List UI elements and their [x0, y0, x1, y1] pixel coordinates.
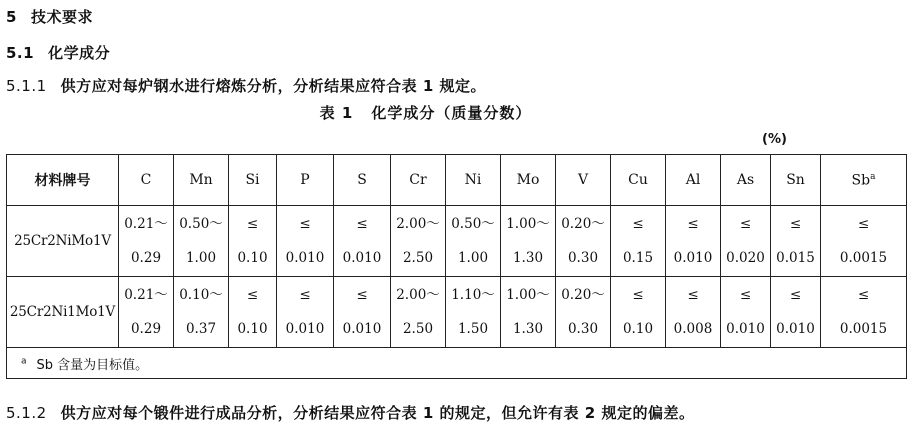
value-line: 0.21～	[124, 287, 168, 303]
table-caption-title: 化学成分（质量分数）	[371, 104, 532, 122]
header-mn	[174, 155, 229, 206]
value-line: 1.30	[512, 321, 544, 337]
value-cell	[174, 206, 229, 277]
value-cell	[611, 206, 666, 277]
header-ni	[446, 155, 501, 206]
value-line: ≤	[356, 287, 368, 303]
value-line: ≤	[246, 287, 259, 303]
header-label: P	[300, 172, 310, 188]
table-unit: (%)	[762, 132, 787, 147]
value-line: 0.29	[130, 250, 162, 266]
value-line: 1.00	[457, 250, 489, 266]
value-line: 0.010	[342, 321, 382, 337]
value-line: 1.00～	[506, 216, 550, 232]
header-label: Cu	[628, 172, 648, 188]
value-cell	[821, 277, 907, 348]
grade-cell: 25Cr2NiMo1V	[7, 206, 119, 277]
section-number: 5	[6, 8, 17, 26]
value-cell	[821, 206, 907, 277]
value-line: ≤	[789, 216, 802, 232]
header-sn	[771, 155, 821, 206]
header-mo	[501, 155, 556, 206]
value-cell	[666, 277, 721, 348]
value-line: 0.10	[237, 250, 268, 266]
header-label: Mn	[189, 172, 213, 188]
value-line: 0.10	[237, 321, 268, 337]
value-line: 1.30	[512, 250, 544, 266]
value-cell	[277, 277, 334, 348]
header-label: V	[577, 172, 589, 188]
section-number: 5.1.2	[6, 404, 47, 422]
value-line: 1.00	[185, 250, 217, 266]
value-line: 0.10～	[179, 287, 223, 303]
table-header-row	[7, 155, 907, 206]
header-al	[666, 155, 721, 206]
value-cell	[556, 206, 611, 277]
value-cell	[391, 206, 446, 277]
value-line: 0.37	[185, 321, 217, 337]
header-si	[229, 155, 277, 206]
value-line: 2.00～	[396, 216, 440, 232]
value-line: 0.010	[726, 321, 765, 337]
value-line: 0.30	[567, 321, 599, 337]
footnote-cell	[7, 348, 907, 379]
value-line: 1.00～	[506, 287, 550, 303]
value-line: 0.21～	[124, 216, 168, 232]
value-line: ≤	[857, 287, 870, 303]
value-cell	[174, 277, 229, 348]
header-label: Al	[685, 172, 701, 188]
value-cell	[277, 206, 334, 277]
header-label: Ni	[464, 172, 482, 188]
value-line: 0.008	[673, 321, 713, 337]
value-cell	[556, 277, 611, 348]
section-5-1-1-paragraph	[6, 75, 486, 96]
value-cell	[501, 277, 556, 348]
header-s	[334, 155, 391, 206]
table-caption-number: 表 1	[319, 104, 354, 122]
value-line: ≤	[857, 216, 870, 232]
value-cell	[334, 277, 391, 348]
value-line: 0.020	[726, 250, 765, 266]
grade-cell: 25Cr2Ni1Mo1V	[7, 277, 119, 348]
table-row	[7, 277, 907, 348]
header-label: As	[736, 172, 755, 188]
value-cell	[721, 277, 771, 348]
value-line: 0.20～	[561, 287, 605, 303]
value-cell	[771, 277, 821, 348]
header-c	[119, 155, 174, 206]
table-caption	[0, 102, 851, 123]
value-line: ≤	[246, 216, 259, 232]
value-line: ≤	[687, 287, 699, 303]
header-label: Si	[245, 172, 260, 188]
value-line: ≤	[739, 287, 752, 303]
section-5-1-heading	[6, 42, 110, 63]
value-cell	[119, 277, 174, 348]
value-line: ≤	[687, 216, 699, 232]
value-line: 2.00～	[396, 287, 440, 303]
value-cell	[446, 206, 501, 277]
footnote-marker: a	[870, 171, 876, 182]
value-cell	[721, 206, 771, 277]
value-line: 0.010	[342, 250, 382, 266]
value-line: ≤	[299, 287, 311, 303]
value-cell	[229, 206, 277, 277]
section-title: 技术要求	[30, 8, 93, 26]
value-line: 0.010	[673, 250, 713, 266]
header-cu	[611, 155, 666, 206]
paragraph-text: 供方应对每个锻件进行成品分析，分析结果应符合表 1 的规定，但允许有表 2 规定的偏差。	[60, 404, 695, 422]
value-line: 0.50～	[451, 216, 495, 232]
value-line: 0.015	[776, 250, 815, 266]
section-5-heading	[6, 6, 93, 27]
footnote-row	[7, 348, 907, 379]
header-label: Sb	[851, 172, 871, 189]
value-line: ≤	[632, 287, 644, 303]
value-line: 0.0015	[839, 250, 888, 266]
value-line: 0.50～	[179, 216, 223, 232]
section-title: 化学成分	[48, 44, 111, 62]
value-line: ≤	[632, 216, 644, 232]
value-line: ≤	[789, 287, 802, 303]
header-label: 材料牌号	[34, 173, 91, 189]
value-line: ≤	[739, 216, 752, 232]
section-5-1-2-paragraph	[6, 402, 694, 423]
header-label: Sn	[786, 172, 805, 188]
header-label: S	[357, 172, 367, 188]
value-cell	[501, 206, 556, 277]
table-row	[7, 206, 907, 277]
value-cell	[391, 277, 446, 348]
value-line: 0.10	[622, 321, 654, 337]
value-cell	[771, 206, 821, 277]
value-line: 0.010	[285, 321, 325, 337]
value-cell	[446, 277, 501, 348]
value-line: 2.50	[402, 321, 434, 337]
header-cr	[391, 155, 446, 206]
header-label: C	[140, 172, 152, 188]
value-line: ≤	[356, 216, 368, 232]
value-cell	[611, 277, 666, 348]
value-line: 2.50	[402, 250, 434, 266]
value-line: 0.010	[285, 250, 325, 266]
value-line: 0.30	[567, 250, 599, 266]
header-label: Mo	[516, 172, 540, 188]
value-cell	[119, 206, 174, 277]
header-p	[277, 155, 334, 206]
section-number: 5.1.1	[6, 77, 47, 95]
value-line: 0.29	[130, 321, 162, 337]
value-line: 0.15	[622, 250, 654, 266]
value-line: 0.010	[776, 321, 815, 337]
header-label: Cr	[409, 172, 427, 188]
header-grade	[7, 155, 119, 206]
value-line: 1.50	[457, 321, 489, 337]
footnote-marker: a	[21, 356, 27, 367]
value-cell	[334, 206, 391, 277]
header-v	[556, 155, 611, 206]
value-cell	[229, 277, 277, 348]
chemical-composition-table	[6, 154, 907, 379]
value-line: ≤	[299, 216, 311, 232]
section-number: 5.1	[6, 44, 35, 62]
value-cell	[666, 206, 721, 277]
footnote-text: Sb 含量为目标值。	[36, 357, 149, 373]
value-line: 1.10～	[451, 287, 495, 303]
value-line: 0.0015	[839, 321, 888, 337]
value-line: 0.20～	[561, 216, 605, 232]
paragraph-text: 供方应对每炉钢水进行熔炼分析，分析结果应符合表 1 规定。	[60, 77, 487, 95]
header-as	[721, 155, 771, 206]
header-sb	[821, 155, 907, 206]
